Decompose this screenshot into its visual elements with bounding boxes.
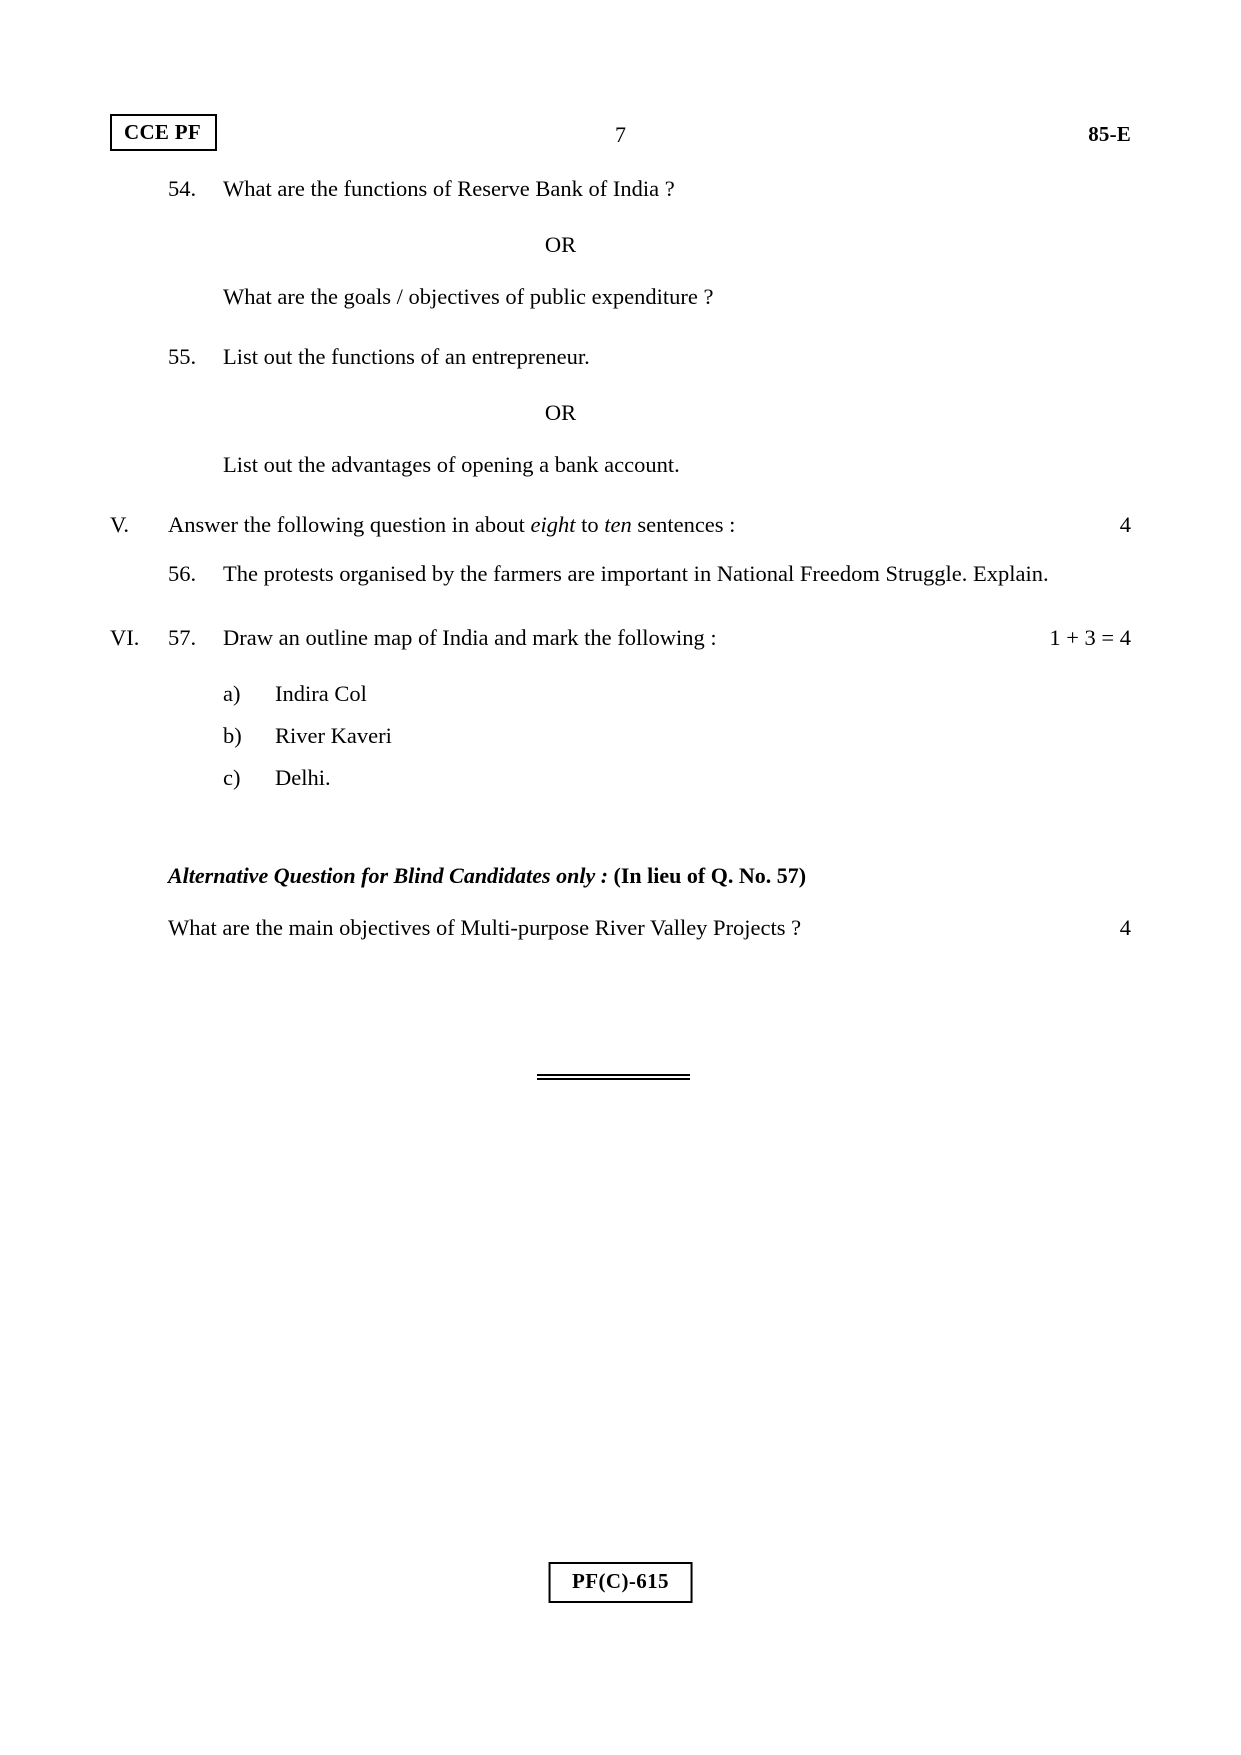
question-54-alternative: What are the goals / objectives of public expenditure ? <box>223 283 714 309</box>
divider-rule-bottom <box>537 1078 690 1080</box>
sub-item-label: a) <box>223 680 241 706</box>
sub-item-label: b) <box>223 722 242 748</box>
question-text: What are the functions of Reserve Bank of India ? <box>223 176 675 201</box>
page-number: 7 <box>615 122 626 147</box>
instruction-italic-ten: ten <box>604 511 632 537</box>
question-number: 54. <box>168 176 197 201</box>
or-separator-54: OR <box>544 231 577 257</box>
footer-code-box: PF(C)-615 <box>548 1562 693 1603</box>
question-57-marks: 1 + 3 = 4 <box>1049 625 1131 650</box>
question-56 <box>110 557 1131 591</box>
spacer <box>110 541 1131 557</box>
spacer <box>110 258 1131 284</box>
spacer <box>110 889 1131 915</box>
section-end-divider <box>537 1074 690 1080</box>
or-separator-55: OR <box>544 399 577 425</box>
spacer <box>110 749 1131 765</box>
sub-item-text: River Kaveri <box>275 722 392 748</box>
spacer <box>110 791 1131 863</box>
spacer <box>110 426 1131 452</box>
section-v-marks: 4 <box>1119 511 1131 537</box>
alternative-question-text: What are the main objectives of Multi-purpose River Valley Projects ? <box>168 914 802 940</box>
question-number: 55. <box>168 343 197 369</box>
question-57 <box>110 621 1131 655</box>
alternative-question-marks: 4 <box>1119 914 1131 940</box>
sub-item-a <box>223 681 1131 707</box>
spacer <box>110 310 1131 340</box>
instruction-italic-eight: eight <box>530 511 576 537</box>
question-number: 57. <box>168 625 197 650</box>
sub-item-text: Delhi. <box>275 764 331 790</box>
exam-code-box: CCE PF <box>110 114 217 151</box>
question-54 <box>110 172 1131 206</box>
section-numeral-v: V. <box>110 511 129 537</box>
spacer <box>110 591 1131 621</box>
sub-item-text: Indira Col <box>275 680 367 706</box>
alternative-heading-italic: Alternative Question for Blind Candidates only : <box>168 862 609 888</box>
spacer <box>110 707 1131 723</box>
sub-item-b <box>223 723 1131 749</box>
alternative-question-heading <box>168 863 1131 889</box>
question-text: List out the functions of an entrepreneur. <box>223 343 590 369</box>
question-text: The protests organised by the farmers are important in National Freedom Struggle. Explain. <box>223 561 1049 587</box>
instruction-part-2: to <box>575 511 605 537</box>
alternative-heading-rest: (In lieu of Q. No. 57) <box>608 862 807 888</box>
subject-code: 85-E <box>1088 122 1131 146</box>
instruction-part-1: Answer the following question in about <box>168 511 531 537</box>
question-text: Draw an outline map of India and mark the following : <box>223 625 717 650</box>
sub-item-label: c) <box>223 764 241 790</box>
spacer <box>110 655 1131 681</box>
alternative-question-row <box>168 915 1131 941</box>
section-v-instruction <box>110 508 1131 542</box>
question-55 <box>110 340 1131 374</box>
instruction-part-3: sentences : <box>631 511 736 537</box>
page-header <box>110 114 1131 162</box>
sub-item-c <box>223 765 1131 791</box>
section-numeral-vi: VI. <box>110 625 140 650</box>
question-content <box>110 172 1131 941</box>
spacer <box>110 206 1131 232</box>
question-55-alternative: List out the advantages of opening a bank account. <box>223 451 680 477</box>
section-v-instruction-text <box>168 508 1011 542</box>
question-number: 56. <box>168 561 197 587</box>
divider-rule-top <box>537 1074 690 1076</box>
spacer <box>110 374 1131 400</box>
spacer <box>110 478 1131 508</box>
